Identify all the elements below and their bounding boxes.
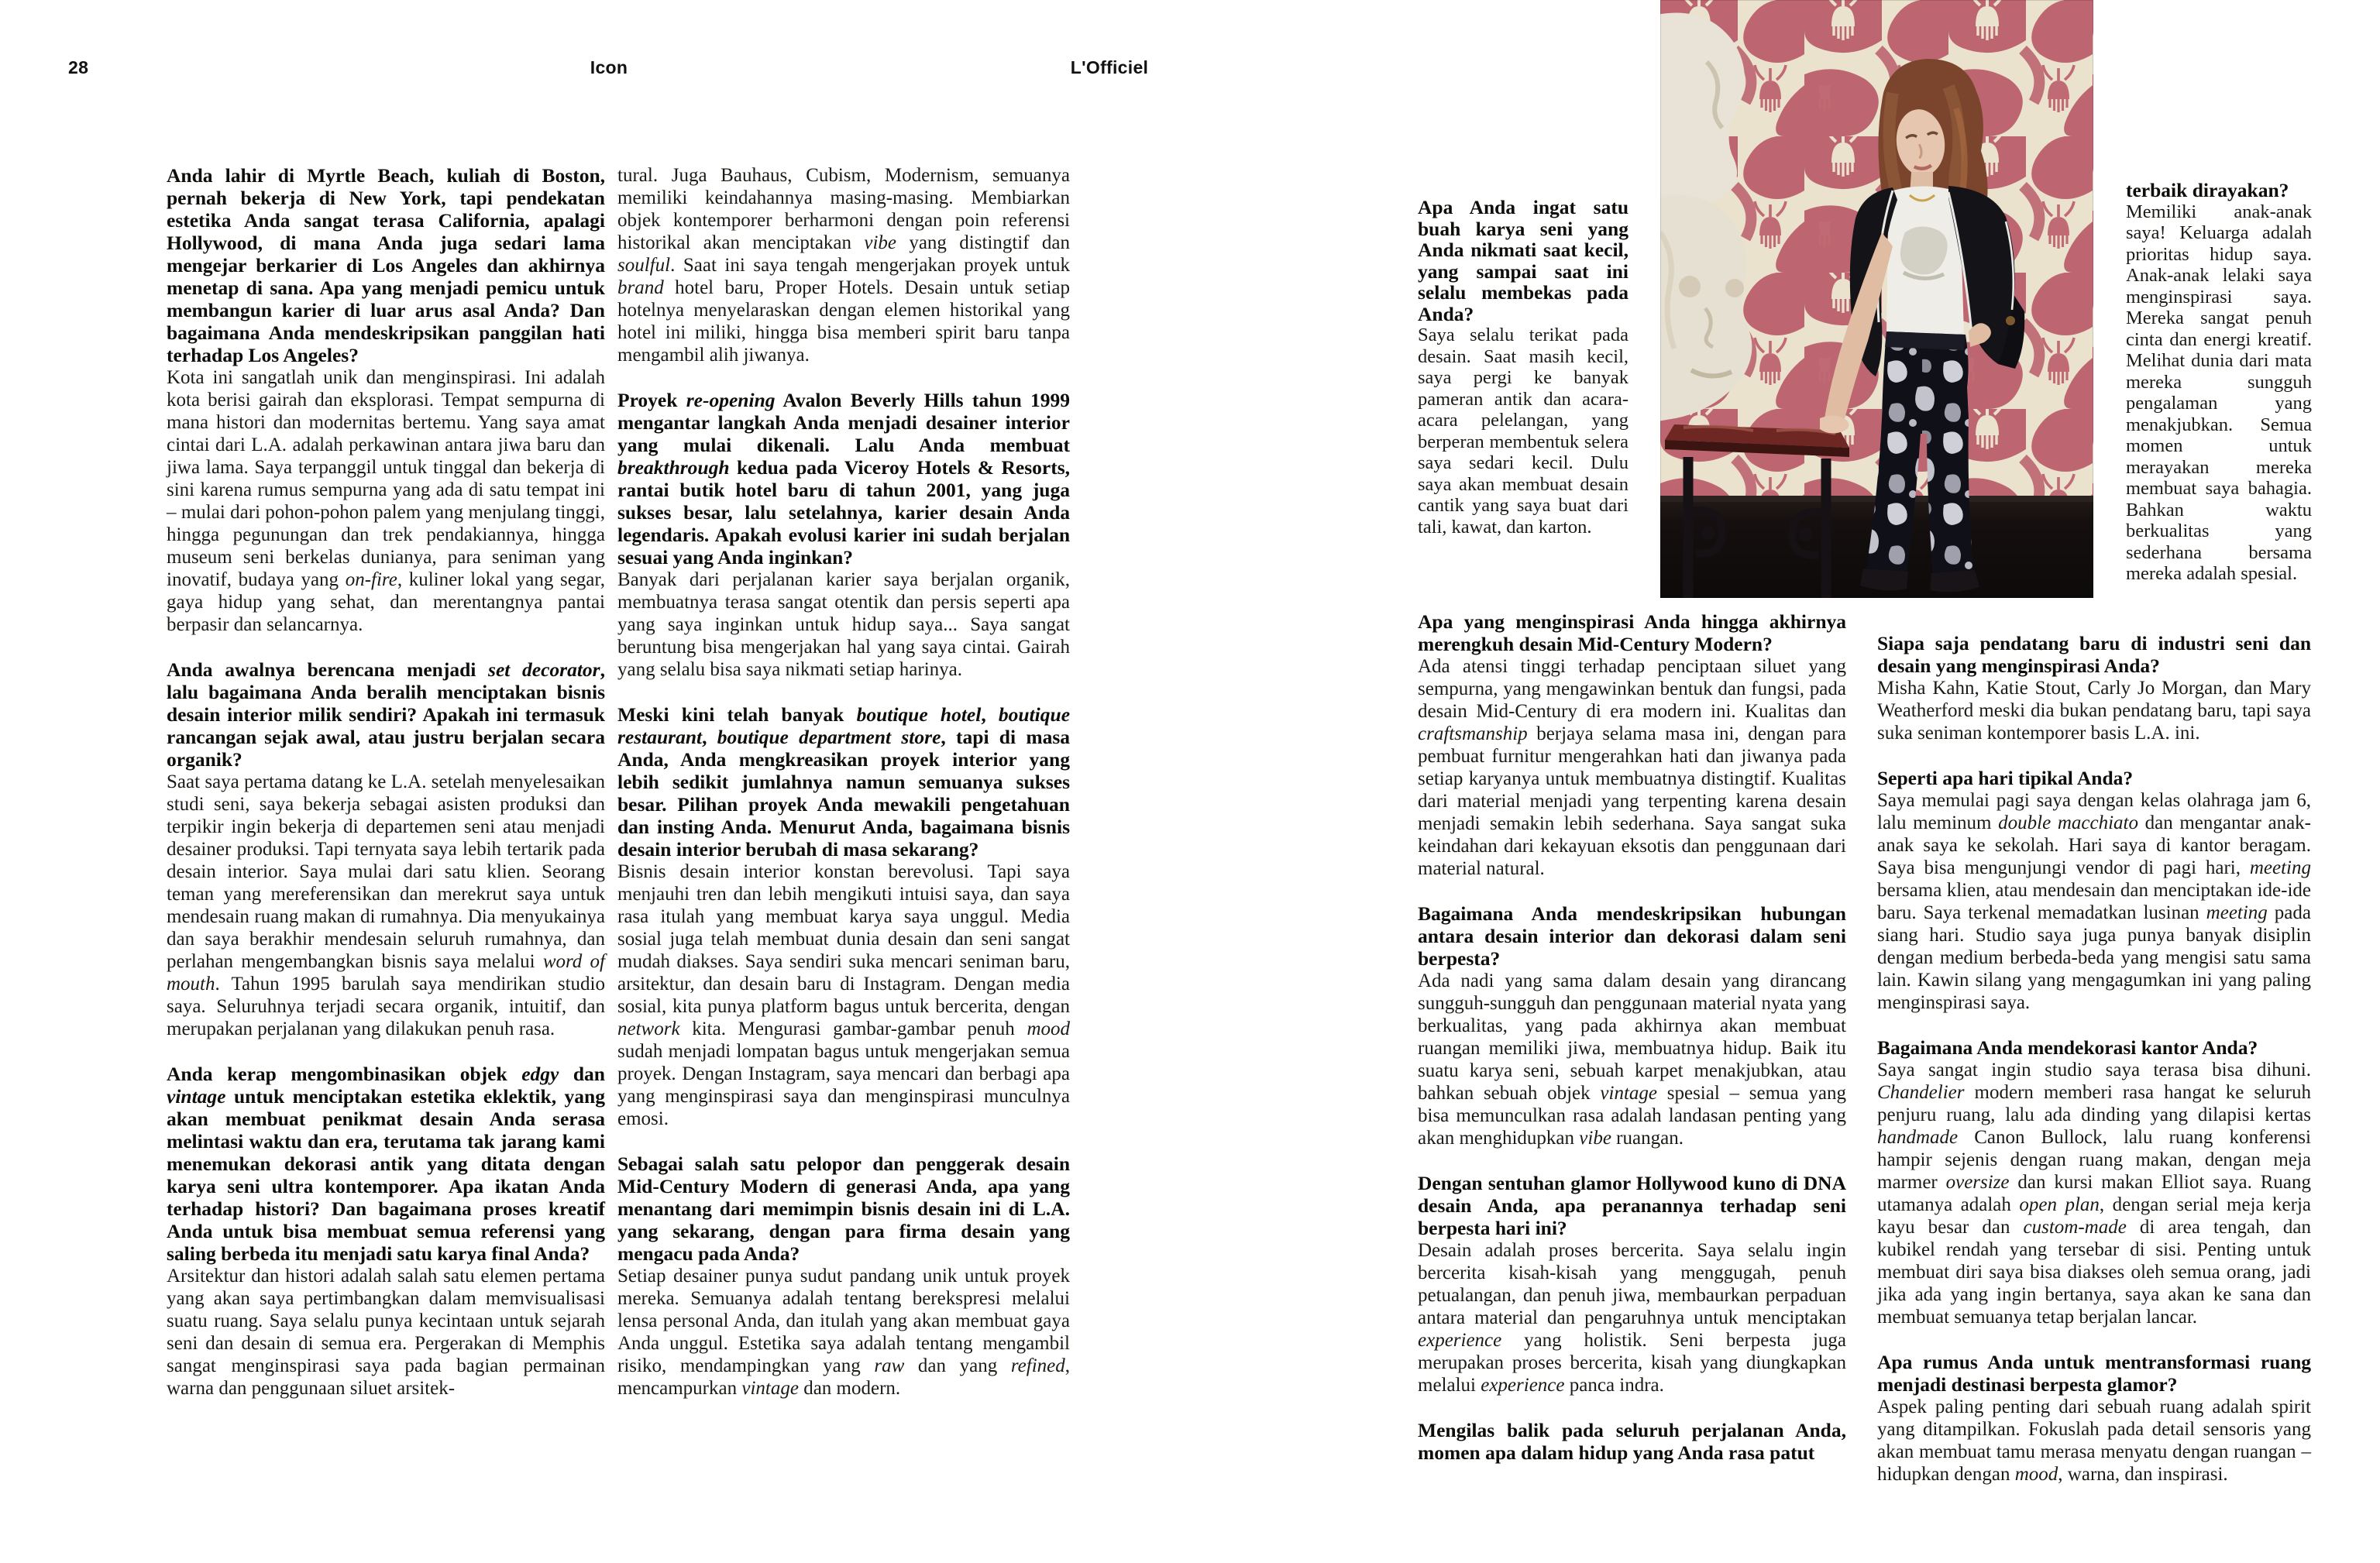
interview-question: Seperti apa hari tipikal Anda? (1877, 767, 2134, 789)
editorial-photo-illustration (1660, 0, 2093, 598)
interview-question: Meski kini telah banyak boutique hotel, boutique restaurant, boutique department store, tapi di masa Anda, Anda mengkreasikan proyek interior yang lebih sedikit jumlahnya namun semuanya sukses besar. Pilihan proyek Anda mewakili pengetahuan dan insting Anda. Menurut Anda, bagaimana bisnis desain interior berubah di masa sekarang? (617, 703, 1071, 861)
interview-question: Apa Anda ingat satu buah karya seni yang Anda nikmati saat kecil, yang sampai saat ini selalu membekas pada Anda? (1418, 196, 1629, 325)
editorial-photo (1660, 0, 2093, 598)
interview-answer: Arsitektur dan histori adalah salah satu elemen pertama yang akan saya pertimbangkan dalam memvisualisasi suatu ruang. Saya selalu punya kecintaan untuk sejarah seni dan desain di semua era. Pergerakan di Memphis sangat menginspirasi saya pada bagian permainan warna dan penggunaan siluet arsitek- (167, 1266, 605, 1399)
text-column-2 (617, 164, 1070, 1400)
interview-answer: Desain adalah proses bercerita. Saya selalu ingin bercerita kisah-kisah yang menggugah, penuh petualangan, dan penuh jiwa, membaurkan perpaduan antara material dan pengaruhnya untuk menciptakan experience yang holistik. Seni berpesta juga merupakan proses bercerita, kisah yang diungkapkan melalui experience panca indra. (1418, 1240, 1846, 1396)
magazine-title: L'Officiel (1070, 57, 1149, 77)
interview-answer: Misha Kahn, Katie Stout, Carly Jo Morgan, dan Mary Weatherford meski dia bukan pendatang baru, tapi saya suka seniman kontemporer basis L.A. ini. (1877, 678, 2311, 744)
interview-answer: tural. Juga Bauhaus, Cubism, Modernism, semuanya memiliki keindahannya masing-masing. Membiarkan objek kontemporer berharmoni dengan poin referensi historikal akan menciptakan vibe yang distingtif dan soulful. Saat ini saya tengah mengerjakan proyek untuk brand hotel baru, Proper Hotels. Desain untuk setiap hotelnya menyelaraskan dengan elemen historikal yang hotel ini miliki, hingga bisa memberi spirit baru tanpa mengambil alih jiwanya. (617, 165, 1070, 366)
interview-answer: Ada nadi yang sama dalam desain yang dirancang sungguh-sungguh dan penggunaan material nyata yang berkualitas, yang pada akhirnya akan membuat ruangan memiliki jiwa, membuatnya hidup. Baik itu suatu karya seni, sebuah karpet menakjubkan, atau bahkan sebuah objek vintage spesial – semua yang bisa memunculkan rasa adalah landasan penting yang akan menghidupkan vibe ruangan. (1418, 970, 1846, 1149)
interview-answer: Ada atensi tinggi terhadap penciptaan siluet yang sempurna, yang mengawinkan bentuk dan fungsi, pada desain Mid-Century di era modern ini. Kualitas dan craftsmanship berjaya selama masa ini, dengan para pembuat furnitur mengerahkan hati dan jiwanya pada setiap karyanya untuk membuatnya distingtif. Kualitas dari material menjadi yang terpenting karena desain menjadi semakin lebih sederhana. Saya sangat suka keindahan dari kekayuan eksotis dan penggunaan dari material natural. (1418, 656, 1846, 879)
text-column-4-bottom (1877, 632, 2311, 1486)
interview-question: Bagaimana Anda mendeskripsikan hubungan antara desain interior dan dekorasi dalam seni berpesta? (1418, 902, 1846, 970)
interview-question: Apa rumus Anda untuk mentransformasi ruang menjadi destinasi berpesta glamor? (1877, 1351, 2311, 1396)
interview-answer: Saya selalu terikat pada desain. Saat masih kecil, saya pergi ke banyak pameran antik dan acara-acara pelelangan, yang berperan membentuk selera saya sedari kecil. Dulu saya akan membuat desain cantik yang saya buat dari tali, kawat, dan karton. (1418, 325, 1629, 538)
interview-question: Anda lahir di Myrtle Beach, kuliah di Boston, pernah bekerja di New York, tapi pendekatan estetika Anda sangat terasa California, apalagi Hollywood, di mana Anda juga sedari lama mengejar berkarier di Los Angeles dan akhirnya menetap di sana. Apa yang menjadi pemicu untuk membangun karier di luar arus asal Anda? Dan bagaimana Anda mendeskripsikan panggilan hati terhadap Los Angeles? (167, 164, 605, 366)
interview-question: Siapa saja pendatang baru di industri seni dan desain yang menginspirasi Anda? (1877, 632, 2311, 677)
interview-answer: Memiliki anak-anak saya! Keluarga adalah prioritas hidup saya. Anak-anak lelaki saya menginspirasi saya. Mereka sangat penuh cinta dan energi kreatif. Melihat dunia dari mata mereka sungguh pengalaman yang menakjubkan. Semua momen untuk merayakan mereka membuat saya bahagia. Bahkan waktu berkualitas yang sederhana bersama mereka adalah spesial. (2126, 201, 2312, 584)
interview-question: Anda kerap mengombinasikan objek edgy dan vintage untuk menciptakan estetika eklektik, yang akan membuat penikmat desain Anda serasa melintasi waktu dan era, terutama tak jarang kami menemukan dekorasi antik yang ditata dengan karya seni ultra kontemporer. Apa ikatan Anda terhadap histori? Dan bagaimana proses kreatif Anda untuk bisa membuat semua referensi yang saling berbeda itu menjadi satu karya final Anda? (167, 1063, 605, 1265)
section-title: Icon (590, 57, 628, 77)
interview-answer: Bisnis desain interior konstan berevolusi. Tapi saya menjauhi tren dan lebih mengikuti intuisi saya, dan saya rasa itulah yang membuat karya saya unggul. Media sosial juga telah membuat dunia desain dan seni sangat mudah diakses. Saya sendiri suka mencari seniman baru, arsitektur, dan desain baru di Instagram. Dengan media sosial, kita punya platform bagus untuk bercerita, dengan network kita. Mengurasi gambar-gambar penuh mood sudah menjadi lompatan bagus untuk mengerjakan semua proyek. Dengan Instagram, saya mencari dan berbagi apa yang menginspirasi saya dan menginspirasi munculnya emosi. (617, 861, 1070, 1129)
text-column-3-top (1418, 197, 1629, 538)
text-column-3-bottom (1418, 610, 1846, 1464)
interview-question: Mengilas balik pada seluruh perjalanan Anda, momen apa dalam hidup yang Anda rasa patut (1418, 1419, 1846, 1464)
interview-answer: Saya sangat ingin studio saya terasa bisa dihuni. Chandelier modern memberi rasa hangat ke seluruh penjuru ruang, lalu ada dinding yang dilapisi kertas handmade Canon Bullock, lalu ruang konferensi hampir sejenis dengan ruang makan, dengan meja marmer oversize dan kursi makan Elliot saya. Ruang utamanya adalah open plan, dengan serial meja kerja kayu besar dan custom-made di area tengah, dan kubikel rendah yang tersebar di sisi. Penting untuk membuat diri saya bisa diakses oleh semua orang, jadi jika ada yang ingin bertanya, saya akan ke sana dan membuat semuanya tetap berjalan lancar. (1877, 1060, 2311, 1328)
text-column-1 (167, 164, 605, 1400)
interview-question: Sebagai salah satu pelopor dan penggerak desain Mid-Century Modern di generasi Anda, apa yang menantang dari memimpin bisnis desain ini di L.A. yang sekarang, dengan para firma desain yang mengacu pada Anda? (617, 1152, 1070, 1265)
interview-answer: Kota ini sangatlah unik dan menginspirasi. Ini adalah kota berisi gairah dan eksplorasi. Tempat sempurna di mana histori dan modernitas bertemu. Yang saya amat cintai dari L.A. adalah perkawinan antara jiwa baru dan jiwa lama. Saya terpanggil untuk tinggal dan bekerja di sini karena rumus sempurna yang ada di satu tempat ini – mulai dari pohon-pohon palem yang menjulang tinggi, hingga pegunungan dan trek pendakiannya, hingga museum seni berkelas dunianya, para seniman yang inovatif, budaya yang on-fire, kuliner lokal yang segar, gaya hidup yang sehat, dan merentangnya pantai berpasir dan selancarnya. (167, 367, 605, 635)
interview-question: Proyek re-opening Avalon Beverly Hills tahun 1999 mengantar langkah Anda menjadi desainer interior yang mulai dikenali. Lalu Anda membuat breakthrough kedua pada Viceroy Hotels & Resorts, rantai butik hotel baru di tahun 2001, yang juga sukses besar, lalu setelahnya, karier desain Anda legendaris. Apakah evolusi karier ini sudah berjalan sesuai yang Anda inginkan? (617, 389, 1071, 569)
interview-answer: Setiap desainer punya sudut pandang unik untuk proyek mereka. Semuanya adalah tentang berekspresi melalui lensa personal Anda, dan itulah yang akan membuat gaya Anda unggul. Estetika saya adalah tentang mengambil risiko, mendampingkan yang raw dan yang refined, mencampurkan vintage dan modern. (617, 1266, 1070, 1399)
interview-question: Bagaimana Anda mendekorasi kantor Anda? (1877, 1036, 2258, 1059)
interview-answer: Saat saya pertama datang ke L.A. setelah menyelesaikan studi seni, saya bekerja sebagai asisten produksi dan terpikir ingin bekerja di departemen seni atau menjadi desainer produksi. Tapi ternyata saya lebih tertarik pada desain interior. Saya mulai dari satu klien. Seorang teman yang mereferensikan dan merekrut saya untuk mendesain ruang makan di rumahnya. Dia menyukainya dan saya berakhir mendesain seluruh rumahnya, dan perlahan mengembangkan bisnis saya melalui word of mouth. Tahun 1995 barulah saya mendirikan studio saya. Seluruhnya terjadi secara organik, intuitif, dan merupakan perjalanan yang dilakukan penuh rasa. (167, 771, 605, 1039)
interview-answer: Banyak dari perjalanan karier saya berjalan organik, membuatnya terasa sangat otentik dan persis seperti apa yang saya inginkan untuk hidup saya... Saya sangat beruntung bisa mengerjakan hal yang saya cintai. Gairah yang selalu bisa saya nikmati setiap harinya. (617, 569, 1070, 680)
text-column-4-top (2126, 180, 2312, 585)
interview-question: Apa yang menginspirasi Anda hingga akhirnya merengkuh desain Mid-Century Modern? (1418, 610, 1846, 655)
page-number: 28 (68, 57, 89, 77)
interview-answer: Saya memulai pagi saya dengan kelas olahraga jam 6, lalu meminum double macchiato dan mengantar anak-anak saya ke sekolah. Hari saya di kantor beragam. Saya bisa mengunjungi vendor di pagi hari, meeting bersama klien, atau mendesain dan menciptakan ide-ide baru. Saya terkenal memadatkan lusinan meeting pada siang hari. Studio saya juga punya banyak disiplin dengan medium berbeda-beda yang mengisi satu sama lain. Kawin silang yang mengagumkan ini yang paling menginspirasi saya. (1877, 790, 2311, 1013)
interview-question: Anda awalnya berencana menjadi set decorator, lalu bagaimana Anda beralih menciptakan bisnis desain interior milik sendiri? Apakah ini termasuk rancangan sejak awal, atau justru berjalan secara organik? (167, 658, 605, 771)
interview-answer: Aspek paling penting dari sebuah ruang adalah spirit yang ditampilkan. Fokuslah pada detail sensoris yang akan membuat tamu merasa menyatu dengan ruangan – hidupkan dengan mood, warna, dan inspirasi. (1877, 1396, 2311, 1485)
interview-question: terbaik dirayakan? (2126, 179, 2289, 201)
interview-question: Dengan sentuhan glamor Hollywood kuno di DNA desain Anda, apa peranannya terhadap seni berpesta hari ini? (1418, 1172, 1846, 1239)
